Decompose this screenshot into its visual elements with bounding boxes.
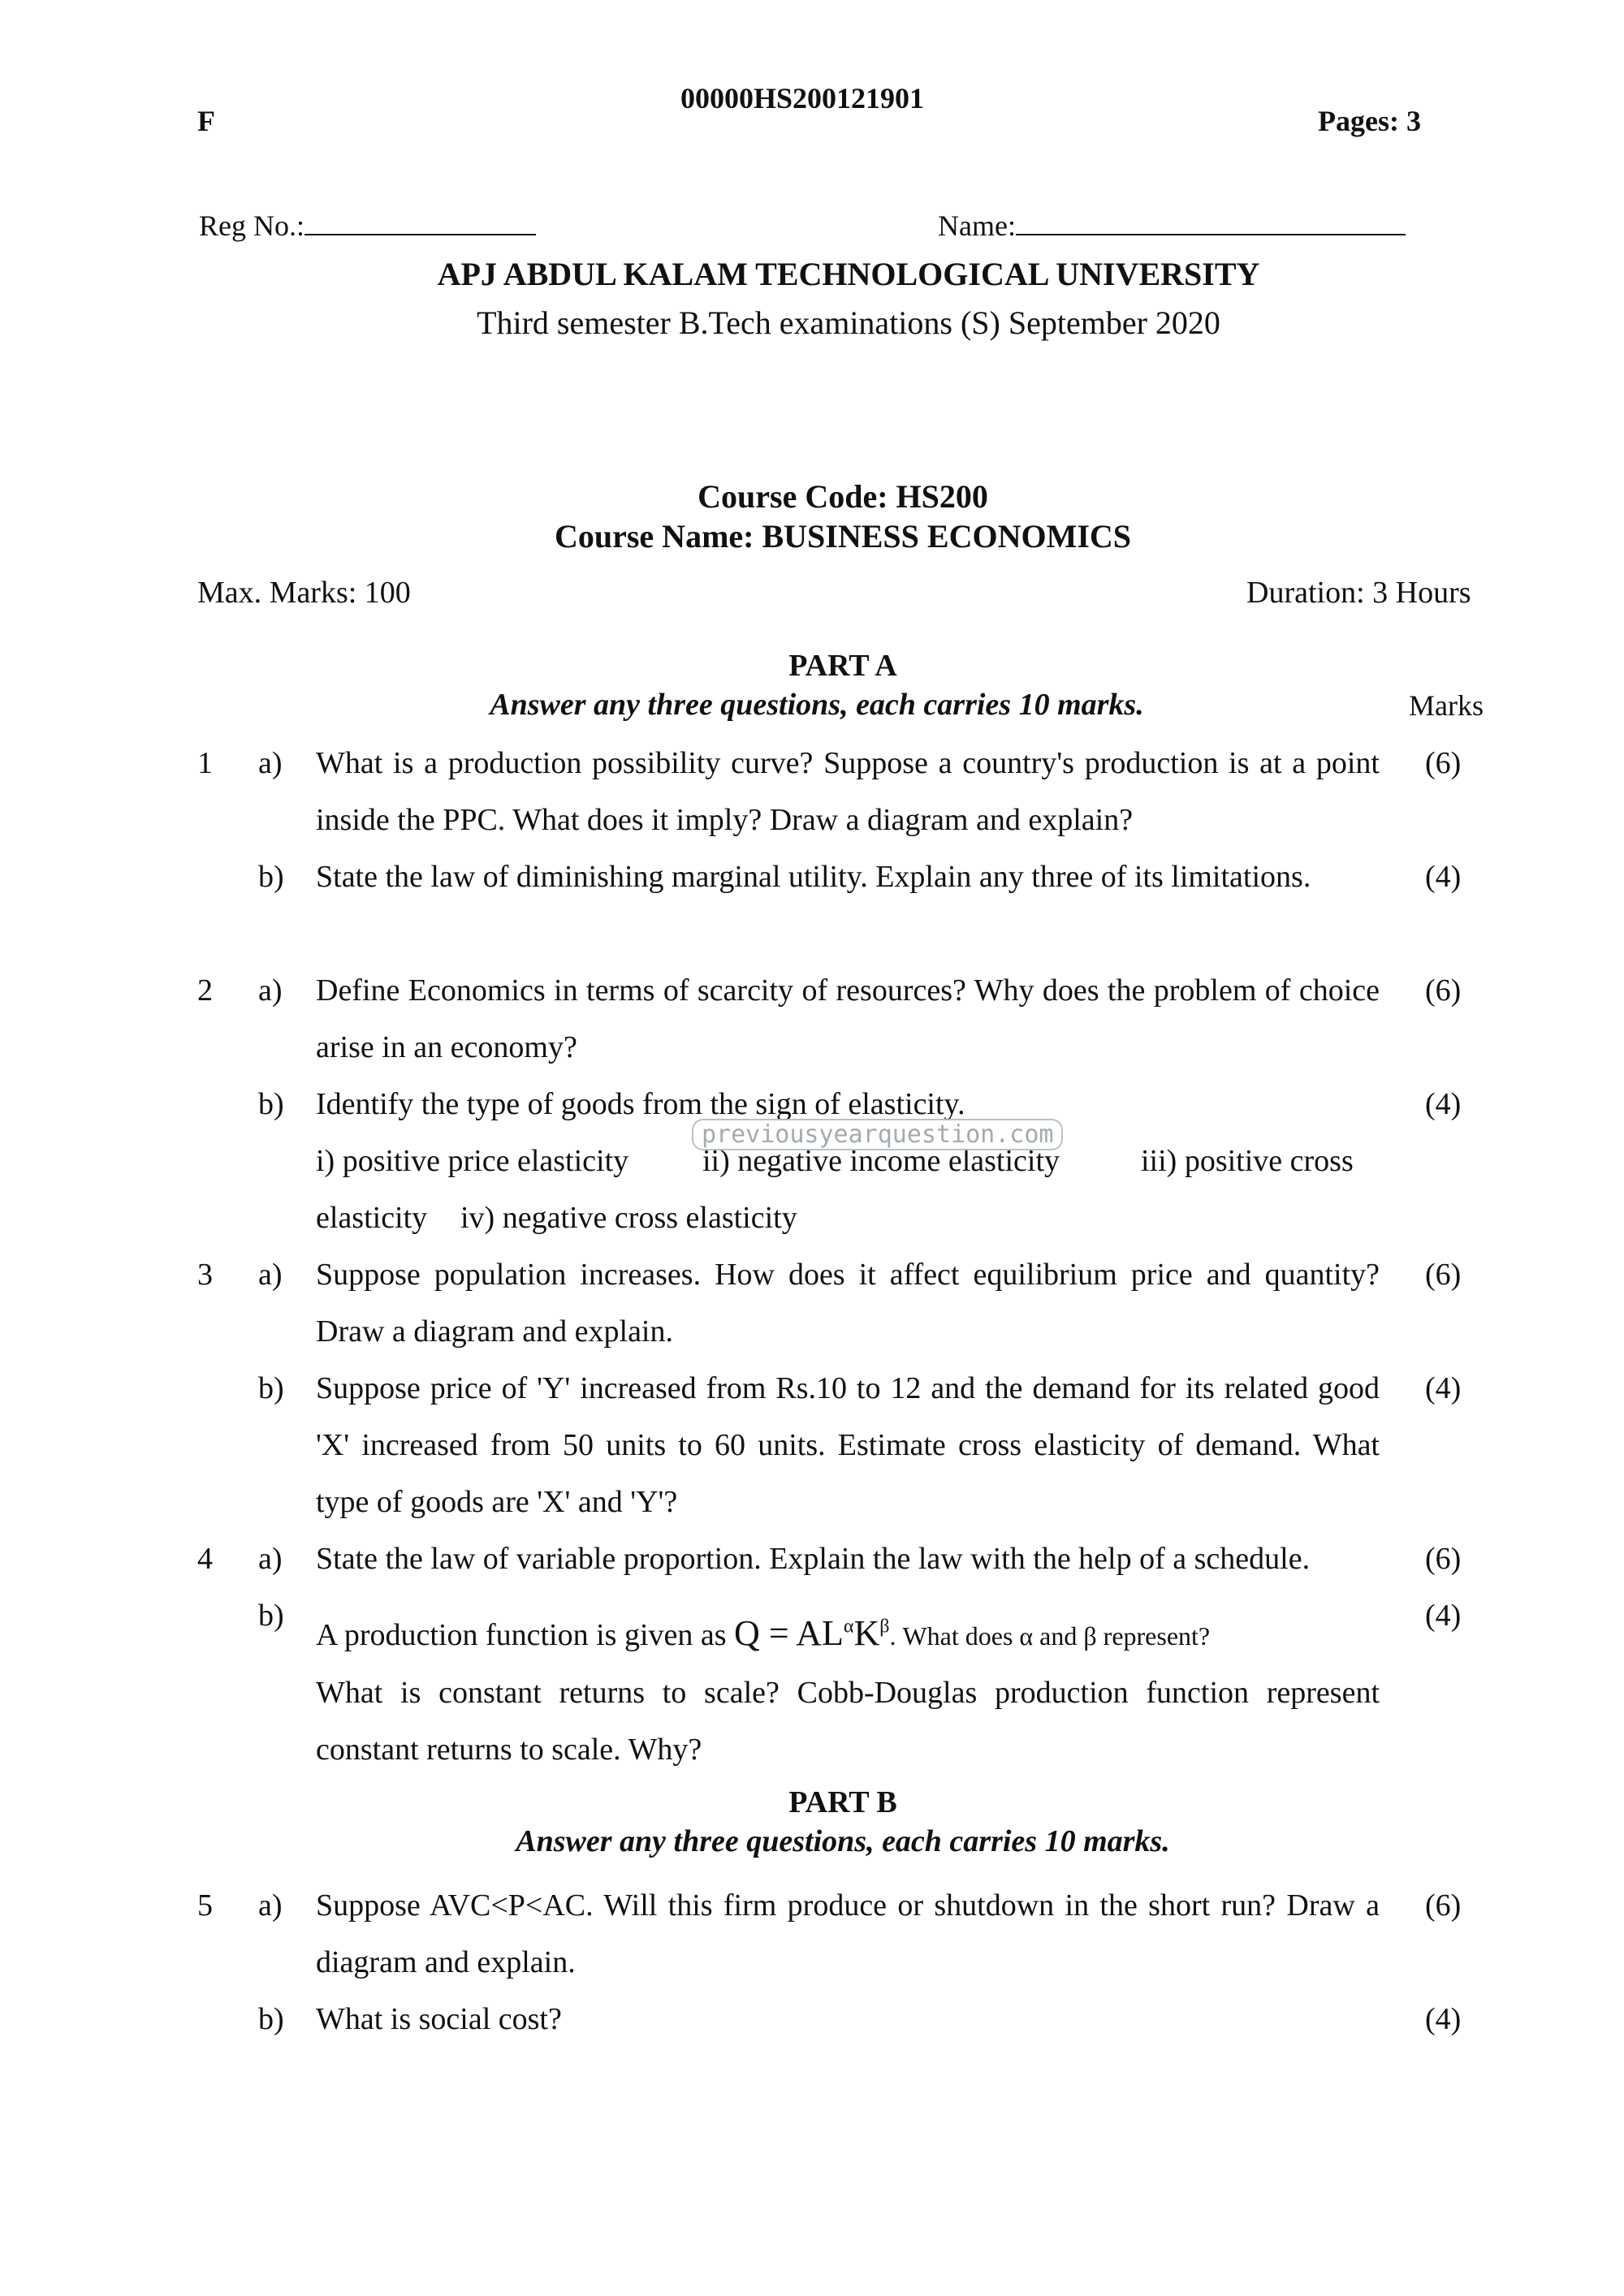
exam-title: Third semester B.Tech examinations (S) September 2020: [477, 304, 1220, 341]
part-b-title: PART B: [788, 1785, 897, 1819]
question-text-formula-line: [316, 1612, 1380, 1654]
question-text: Suppose population increases. How does it affect equilibrium price and quantity? Draw a diagram and explain.: [316, 1258, 1380, 1349]
option-text: elasticity: [316, 1201, 428, 1235]
name-blank: [1016, 209, 1406, 235]
sub-question-label: a): [258, 973, 283, 1008]
name-label: Name:: [938, 209, 1016, 242]
question-number: 2: [197, 973, 213, 1008]
question-text: Identify the type of goods from the sign of elasticity.: [316, 1087, 965, 1121]
question-number: 4: [197, 1542, 213, 1576]
option-text: iv) negative cross elasticity: [460, 1201, 797, 1235]
formula-follow: . What does α and β represent?: [889, 1621, 1211, 1651]
course-code: Course Code: HS200: [698, 478, 988, 515]
paper-code: 00000HS200121901: [680, 82, 925, 114]
sub-question-label: b): [258, 1599, 284, 1633]
part-b-instruction: Answer any three questions, each carries 10 marks.: [516, 1824, 1170, 1858]
question-marks: (4): [1425, 1599, 1462, 1633]
question-number: 3: [197, 1258, 213, 1292]
question-text: Define Economics in terms of scarcity of resources? Why does the problem of choice arise in an economy?: [316, 973, 1380, 1064]
reg-no-blank: [304, 209, 536, 235]
part-a-title: PART A: [788, 649, 897, 683]
option-text: i) positive price elasticity: [316, 1144, 629, 1178]
sub-question-label: a): [258, 1542, 283, 1576]
duration: Duration: 3 Hours: [1246, 576, 1471, 610]
sub-question-label: b): [258, 2002, 284, 2036]
question-number: 1: [197, 746, 213, 780]
question-marks: (6): [1425, 1888, 1462, 1923]
course-name: Course Name: BUSINESS ECONOMICS: [554, 518, 1132, 555]
question-text: State the law of variable proportion. Explain the law with the help of a schedule.: [316, 1542, 1311, 1576]
question-marks: (6): [1425, 973, 1462, 1008]
sub-question-label: b): [258, 860, 284, 894]
reg-no-label: Reg No.:: [199, 209, 304, 242]
sub-question-label: b): [258, 1087, 284, 1121]
part-a-instruction: Answer any three questions, each carries 10 marks.: [490, 688, 1144, 722]
marks-heading: Marks: [1409, 689, 1484, 722]
sub-question-label: a): [258, 1258, 283, 1292]
formula-k: K: [853, 1613, 880, 1653]
beta-exponent: β: [879, 1616, 890, 1638]
watermark-link[interactable]: previousyearquestion.com: [692, 1119, 1063, 1150]
option-text: iii) positive cross: [1141, 1144, 1354, 1178]
question-text: What is constant returns to scale? Cobb-Douglas production function represent constant returns to scale. Why?: [316, 1676, 1380, 1767]
question-text: State the law of diminishing marginal utility. Explain any three of its limitations.: [316, 860, 1311, 894]
question-marks: (6): [1425, 746, 1462, 780]
university-title: APJ ABDUL KALAM TECHNOLOGICAL UNIVERSITY: [437, 256, 1260, 292]
question-text: Suppose AVC<P<AC. Will this firm produce or shutdown in the short run? Draw a diagram and explain.: [316, 1888, 1380, 1979]
question-marks: (4): [1425, 860, 1462, 894]
page-count: Pages: 3: [1318, 105, 1421, 137]
name-field: [938, 209, 1406, 243]
formula-intro: A production function is given as: [316, 1618, 727, 1652]
set-letter: F: [197, 105, 215, 137]
production-formula: [734, 1613, 889, 1653]
question-marks: (4): [1425, 1371, 1462, 1405]
question-marks: (4): [1425, 2002, 1462, 2036]
question-marks: (6): [1425, 1258, 1462, 1292]
formula-q: Q = AL: [734, 1613, 844, 1653]
question-text: Suppose price of 'Y' increased from Rs.10 to 12 and the demand for its related good 'X' increased from 50 units to 60 units. Estimate cross elasticity of demand. What type of goods are 'X' and 'Y'?: [316, 1371, 1380, 1519]
question-text: What is a production possibility curve? Suppose a country's production is at a point inside the PPC. What does it imply? Draw a diagram and explain?: [316, 746, 1380, 837]
question-number: 5: [197, 1888, 213, 1923]
alpha-exponent: α: [843, 1616, 854, 1638]
option-text: ii) negative income elasticity: [702, 1144, 1060, 1178]
question-marks: (4): [1425, 1087, 1462, 1121]
question-text: What is social cost?: [316, 2002, 562, 2036]
question-marks: (6): [1425, 1542, 1462, 1576]
sub-question-label: a): [258, 1888, 283, 1923]
sub-question-label: a): [258, 746, 283, 780]
max-marks: Max. Marks: 100: [197, 576, 411, 610]
reg-no-field: [199, 209, 536, 243]
sub-question-label: b): [258, 1371, 284, 1405]
